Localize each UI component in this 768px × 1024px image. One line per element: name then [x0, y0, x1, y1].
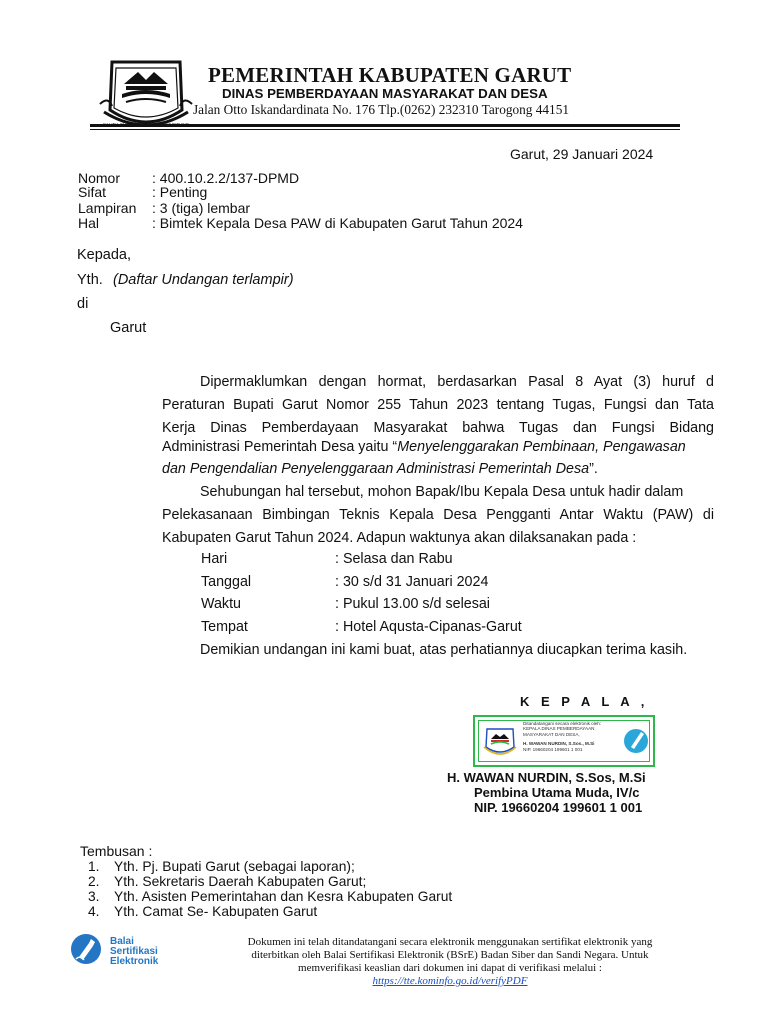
tembusan-text: Yth. Camat Se- Kabupaten Garut — [114, 904, 318, 919]
signatory-title: K E P A L A , — [520, 694, 649, 709]
meta-value: : Bimtek Kepala Desa PAW di Kabupaten Garut Tahun 2024 — [152, 215, 523, 231]
garut-emblem-small-icon — [483, 727, 517, 757]
schedule-value-tempat: : Hotel Aqusta-Cipanas-Garut — [335, 619, 522, 635]
tembusan-item — [88, 889, 452, 904]
addressee-di: di — [77, 296, 89, 312]
schedule-key-tempat: Tempat — [201, 619, 248, 635]
body-paragraph-1-line-4 — [162, 438, 714, 456]
tembusan-item — [88, 904, 317, 919]
signatory-rank: Pembina Utama Muda, IV/c — [474, 785, 640, 800]
addressee-kepada: Kepada, — [77, 247, 132, 263]
letterhead-rule-thin — [90, 129, 680, 130]
tembusan-number: 4. — [88, 904, 100, 919]
body-paragraph-2-line-1: Sehubungan hal tersebut, mohon Bapak/Ibu Kepala Desa untuk hadir dalam — [200, 484, 684, 500]
body-italic-text: dan Pengendalian Penyelenggaraan Administrasi Pemerintah Desa — [162, 461, 590, 477]
stamp-text — [523, 721, 623, 752]
addressee-yth: Yth. — [77, 272, 103, 288]
body-paragraph-2-line-3: Kabupaten Garut Tahun 2024. Adapun waktunya akan dilaksanakan pada : — [162, 530, 637, 546]
signatory-nip: NIP. 19660204 199601 1 001 — [474, 800, 643, 815]
electronic-signature-stamp[interactable] — [473, 715, 655, 767]
meta-value: : 400.10.2.2/137-DPMD — [152, 170, 300, 186]
body-text: ”. — [589, 461, 598, 477]
meta-key: Sifat — [78, 184, 107, 200]
footer-line: diterbitkan oleh Balai Sertifikasi Elektronik (BSrE) Badan Siber dan Sandi Negara. Untuk — [251, 949, 649, 961]
meta-key: Lampiran — [78, 200, 137, 216]
schedule-key-hari: Hari — [201, 551, 228, 567]
bsre-pen-icon — [623, 725, 649, 757]
stamp-line: H. WAWAN NURDIN, S.Sos., M.Si — [523, 741, 595, 747]
bsre-wordmark — [110, 937, 158, 967]
letter-date: Garut, 29 Januari 2024 — [510, 146, 654, 162]
body-paragraph-1-line-2: Peraturan Bupati Garut Nomor 255 Tahun 2023 tentang Tugas, Fungsi dan Tata — [162, 397, 714, 413]
tembusan-number: 2. — [88, 874, 100, 889]
bsre-wordmark-line: Elektronik — [110, 956, 159, 967]
tembusan-text: Yth. Sekretaris Daerah Kabupaten Garut; — [114, 874, 367, 889]
tembusan-text: Yth. Pj. Bupati Garut (sebagai laporan); — [114, 859, 355, 874]
bsre-logo-icon — [70, 933, 102, 965]
footer-line: memverifikasi keaslian dari dokumen ini dapat di verifikasi melalui : — [298, 962, 602, 974]
stamp-line: Ditandatangani secara elektronik oleh: — [523, 721, 602, 726]
tembusan-text: Yth. Asisten Pemerintahan dan Kesra Kabupaten Garut — [114, 889, 453, 904]
meta-value: : Penting — [152, 184, 208, 200]
tembusan-number: 1. — [88, 859, 100, 874]
schedule-value-waktu: : Pukul 13.00 s/d selesai — [335, 596, 490, 612]
schedule-key-waktu: Waktu — [201, 596, 241, 612]
body-paragraph-2-line-2: Pelekasanaan Bimbingan Teknis Kepala Desa Pengganti Antar Waktu (PAW) di — [162, 507, 714, 523]
body-italic-text: Menyelenggarakan Pembinaan, Pengawasan — [397, 439, 686, 455]
stamp-line: MASYARAKAT DAN DESA, — [523, 731, 580, 737]
body-paragraph-1-line-5 — [162, 460, 714, 478]
tembusan-item — [88, 874, 366, 889]
stamp-line: NIP. 19660204 199601 1 001 — [523, 746, 583, 752]
body-paragraph-1-line-3: Kerja Dinas Pemberdayaan Masyarakat bahwa Tugas dan Fungsi Bidang — [162, 420, 714, 436]
addressee-place: Garut — [110, 320, 147, 336]
body-paragraph-1-line-1: Dipermaklumkan dengan hormat, berdasarkan Pasal 8 Ayat (3) huruf d — [200, 374, 714, 390]
meta-key: Nomor — [78, 170, 121, 186]
signatory-name: H. WAWAN NURDIN, S.Sos, M.Si — [447, 770, 646, 785]
organization-subtitle: DINAS PEMBERDAYAAN MASYARAKAT DAN DESA — [222, 86, 548, 101]
addressee-recipients: (Daftar Undangan terlampir) — [113, 272, 294, 288]
tembusan-item — [88, 859, 355, 874]
stamp-line: KEPALA DINAS PEMBERDAYAAN — [523, 726, 595, 732]
organization-title: PEMERINTAH KABUPATEN GARUT — [208, 63, 572, 87]
bsre-wordmark-line: Sertifikasi — [110, 946, 158, 957]
meta-key: Hal — [78, 215, 100, 231]
meta-value: : 3 (tiga) lembar — [152, 200, 251, 216]
body-text: Administrasi Pemerintah Desa yaitu “ — [162, 439, 398, 455]
tembusan-number: 3. — [88, 889, 100, 904]
schedule-value-tanggal: : 30 s/d 31 Januari 2024 — [335, 574, 489, 590]
tembusan-label: Tembusan : — [80, 843, 153, 859]
organization-address: Jalan Otto Iskandardinata No. 176 Tlp.(0262) 232310 Tarogong 44151 — [193, 102, 570, 117]
footer-disclaimer — [180, 936, 720, 988]
verify-pdf-link[interactable]: https://tte.kominfo.go.id/verifyPDF — [372, 975, 528, 987]
closing-sentence: Demikian undangan ini kami buat, atas perhatiannya diucapkan terima kasih. — [200, 642, 688, 658]
schedule-key-tanggal: Tanggal — [201, 574, 252, 590]
letterhead-rule-thick — [90, 124, 680, 127]
bsre-wordmark-line: Balai — [110, 936, 134, 947]
footer-line: Dokumen ini telah ditandatangani secara elektronik menggunakan sertifikat elektronik yang — [247, 936, 653, 948]
schedule-value-hari: : Selasa dan Rabu — [335, 551, 453, 567]
